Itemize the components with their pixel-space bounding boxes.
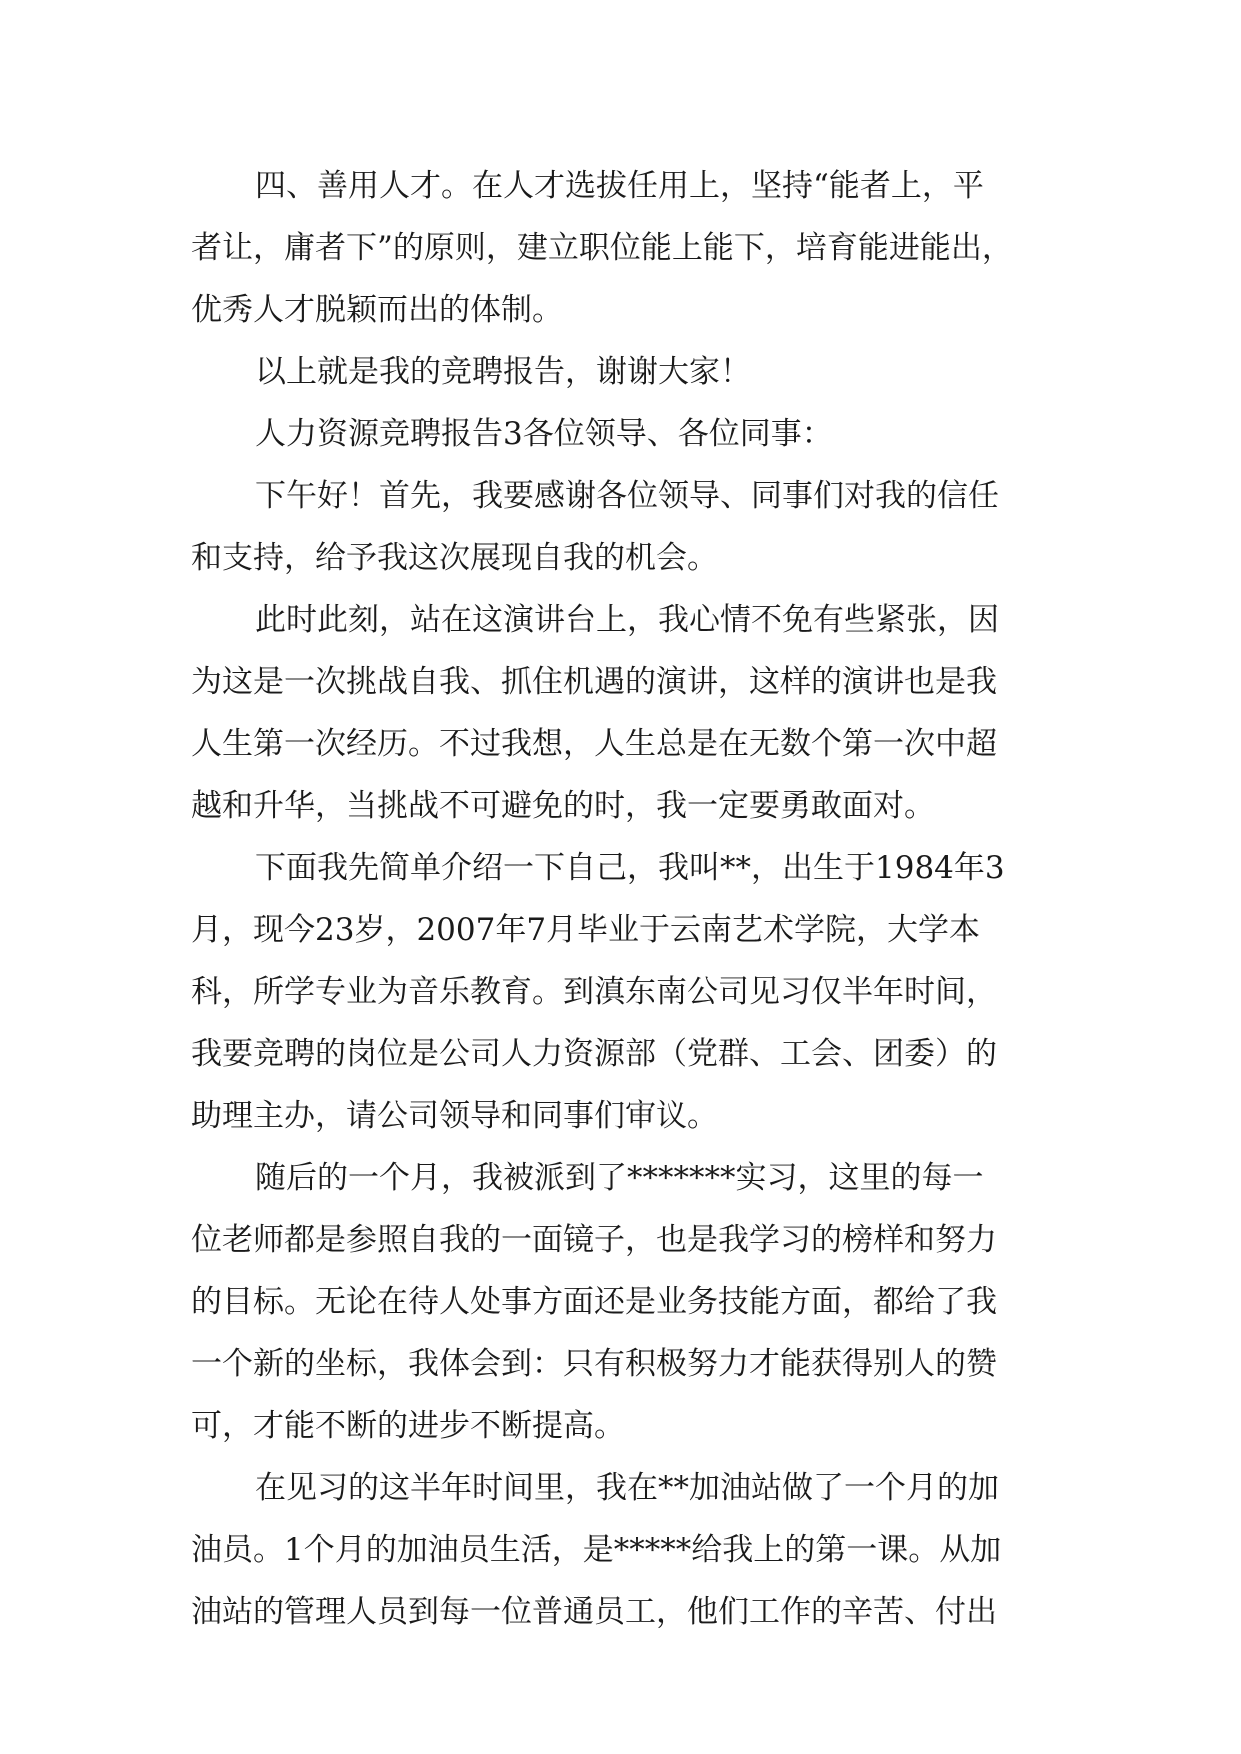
paragraph-line: 下午好！首先，我要感谢各位领导、同事们对我的信任 (255, 478, 999, 514)
paragraph-line: 者让，庸者下”的原则，建立职位能上能下，培育能进能出， (191, 230, 1013, 266)
paragraph-line: 可，才能不断的进步不断提高。 (191, 1408, 625, 1444)
paragraph-line: 我要竞聘的岗位是公司人力资源部（党群、工会、团委）的 (191, 1036, 997, 1072)
document-body (191, 155, 1061, 1643)
paragraph-line: 随后的一个月，我被派到了*******实习，这里的每一 (255, 1160, 984, 1196)
paragraph-line: 油站的管理人员到每一位普通员工，他们工作的辛苦、付出 (191, 1594, 997, 1630)
paragraph-line: 的目标。无论在待人处事方面还是业务技能方面，都给了我 (191, 1284, 997, 1320)
paragraph-line: 位老师都是参照自我的一面镜子，也是我学习的榜样和努力 (191, 1222, 997, 1258)
paragraph-line: 四、善用人才。在人才选拔任用上，坚持“能者上，平 (255, 168, 984, 204)
paragraph-line: 科，所学专业为音乐教育。到滇东南公司见习仅半年时间， (191, 974, 997, 1010)
paragraph-line: 以上就是我的竞聘报告，谢谢大家！ (255, 354, 751, 390)
paragraph-line: 月，现今23岁，2007年7月毕业于云南艺术学院，大学本 (191, 912, 981, 948)
paragraph-line: 人力资源竞聘报告3各位领导、各位同事： (255, 416, 833, 452)
paragraph-line: 此时此刻，站在这演讲台上，我心情不免有些紧张，因 (255, 602, 999, 638)
paragraph-line: 在见习的这半年时间里，我在**加油站做了一个月的加 (255, 1470, 999, 1506)
paragraph-line: 为这是一次挑战自我、抓住机遇的演讲，这样的演讲也是我 (191, 664, 997, 700)
paragraph-line: 下面我先简单介绍一下自己，我叫**，出生于1984年3 (255, 850, 1005, 886)
paragraph-line: 助理主办，请公司领导和同事们审议。 (191, 1098, 718, 1134)
paragraph-line: 优秀人才脱颖而出的体制。 (191, 292, 563, 328)
paragraph-line: 人生第一次经历。不过我想，人生总是在无数个第一次中超 (191, 726, 997, 762)
paragraph-line: 和支持，给予我这次展现自我的机会。 (191, 540, 718, 576)
paragraph-line: 越和升华，当挑战不可避免的时，我一定要勇敢面对。 (191, 788, 935, 824)
paragraph-line: 一个新的坐标，我体会到：只有积极努力才能获得别人的赞 (191, 1346, 997, 1382)
paragraph-line: 油员。1个月的加油员生活，是*****给我上的第一课。从加 (191, 1532, 1002, 1568)
